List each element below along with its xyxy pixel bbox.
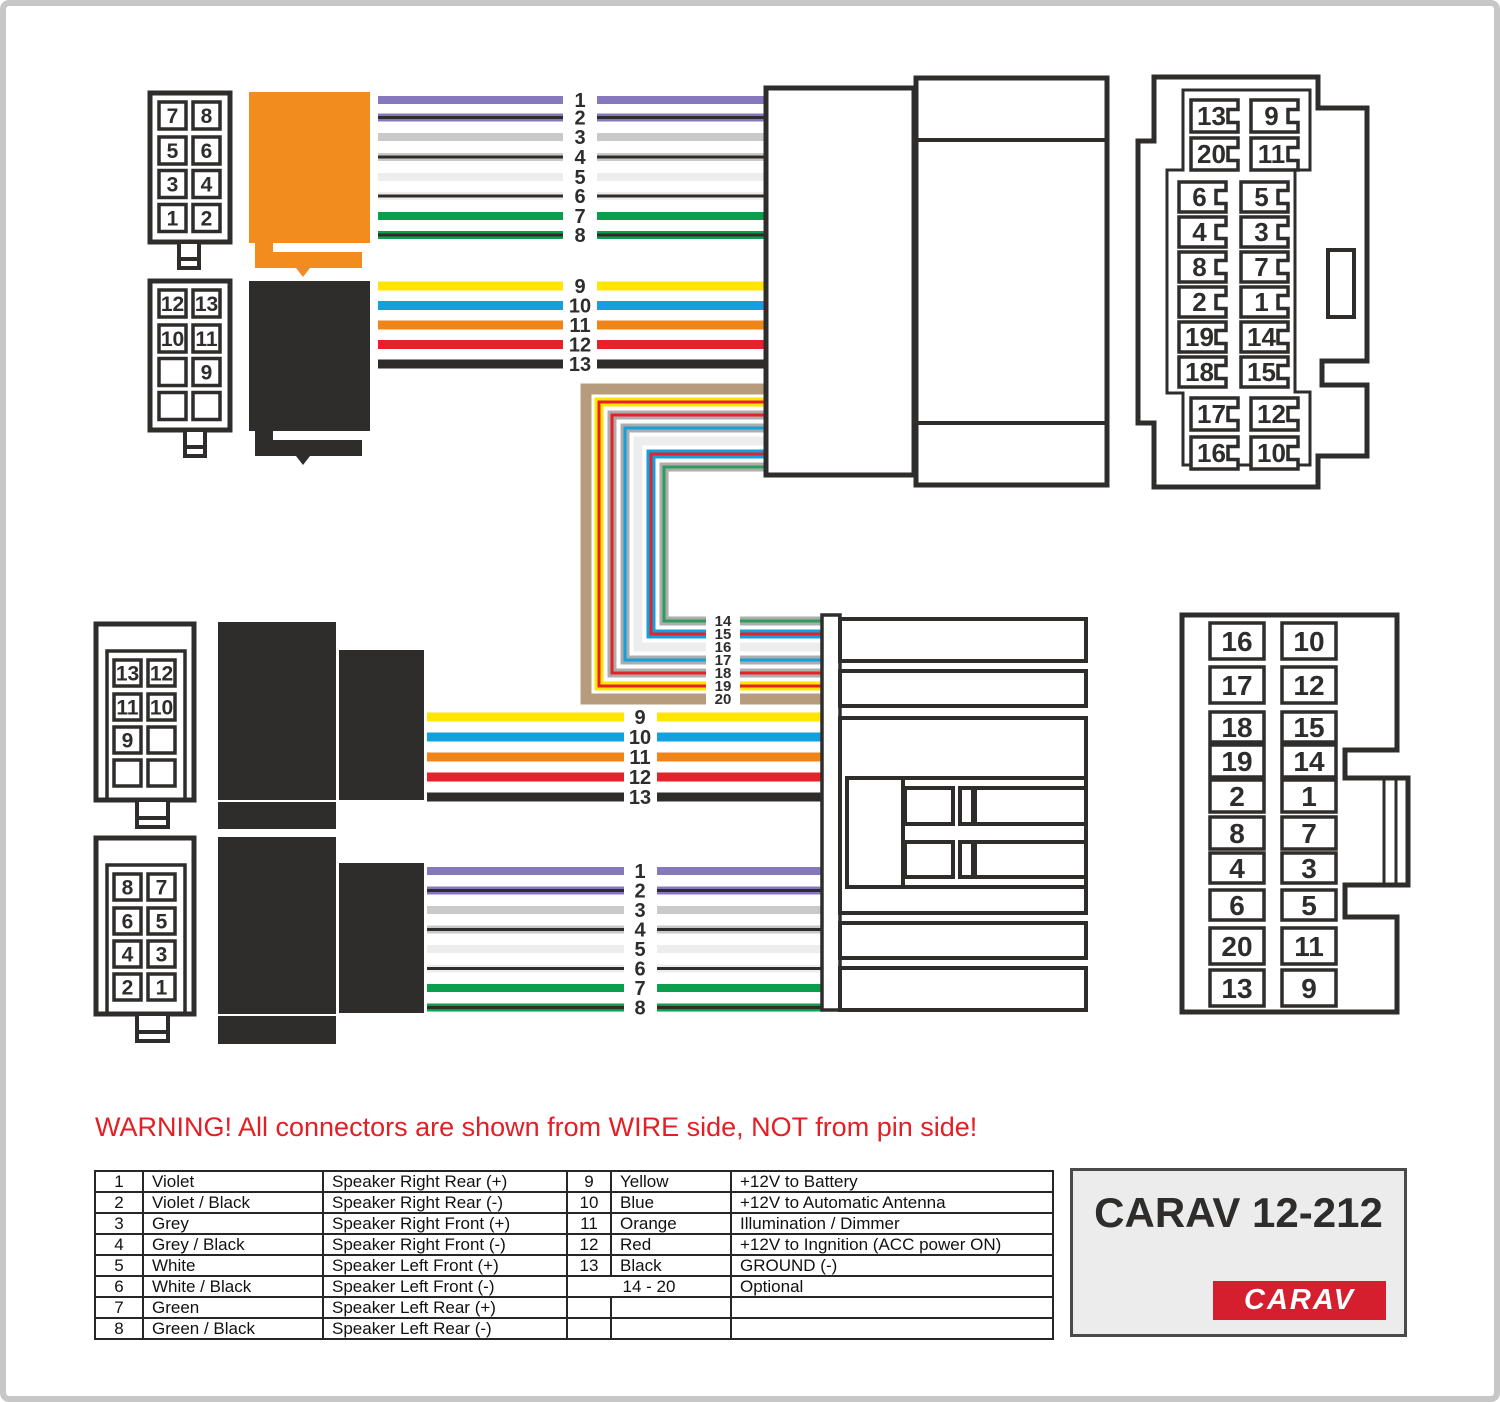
wire-11 xyxy=(427,747,828,769)
wire-segment xyxy=(378,340,563,349)
pin-label: 10 xyxy=(160,328,185,351)
wire-segment xyxy=(427,733,624,742)
wire-stripe xyxy=(378,156,563,159)
wire-number: 5 xyxy=(574,167,586,189)
pin-label: 11 xyxy=(195,328,218,351)
wire-number: 1 xyxy=(634,861,646,883)
wire-segment xyxy=(638,441,770,647)
pin-label: 1 xyxy=(166,207,179,231)
wire-stripe xyxy=(597,195,770,198)
wire-info-cell: Yellow xyxy=(611,1171,731,1192)
pin-label: 10 xyxy=(1293,626,1325,657)
wire-number: 11 xyxy=(569,315,591,337)
table-row xyxy=(95,1255,1053,1276)
wire-segment xyxy=(378,133,563,141)
wire-info-cell: Illumination / Dimmer xyxy=(731,1213,1053,1234)
wire-7 xyxy=(427,978,828,1000)
wire-info-cell: Optional xyxy=(731,1276,1053,1297)
wire-segment xyxy=(597,133,770,141)
wire-info-cell: Speaker Left Rear (+) xyxy=(323,1297,567,1318)
wire-9 xyxy=(427,707,828,729)
wire-info-cell: Grey / Black xyxy=(143,1234,323,1255)
wire-number: 8 xyxy=(574,225,586,247)
wire-segment xyxy=(597,340,770,349)
wire-number: 9 xyxy=(574,276,586,298)
pin-label: 16 xyxy=(1221,626,1253,657)
wire-number: 4 xyxy=(634,919,646,942)
pin-label: 8 xyxy=(121,876,134,900)
pin-label: 13 xyxy=(115,662,140,686)
pin-label: 8 xyxy=(200,105,213,128)
wire-info-cell: Green xyxy=(143,1297,323,1318)
wire-6 xyxy=(378,186,770,208)
wire-number: 19 xyxy=(714,678,732,695)
table-row xyxy=(95,1318,1053,1339)
wires-top-power xyxy=(378,276,770,376)
wire-info-cell: Speaker Left Rear (-) xyxy=(323,1318,567,1339)
wire-number: 3 xyxy=(574,127,586,149)
pin-label: 7 xyxy=(155,876,168,900)
wire-segment xyxy=(597,301,770,310)
wire-stripe xyxy=(597,116,770,119)
wire-segment xyxy=(657,733,828,742)
wire-info-cell: White xyxy=(143,1255,323,1276)
wire-13 xyxy=(427,787,828,809)
pin-label: 13 xyxy=(1197,101,1226,131)
plug-black-block xyxy=(218,1016,336,1044)
wire-stripe xyxy=(378,195,563,198)
pin-label: 20 xyxy=(1221,931,1253,962)
wire-number: 15 xyxy=(714,626,732,643)
wire-segment xyxy=(378,212,563,220)
housing-slot xyxy=(840,968,1086,1010)
wire-stripe xyxy=(427,928,624,931)
wire-segment xyxy=(597,96,770,104)
plug-orange-tail xyxy=(255,242,362,277)
wire-info-cell: Red xyxy=(611,1234,731,1255)
pin-label: 10 xyxy=(1257,438,1286,468)
wire-14 xyxy=(664,467,828,630)
wire-info-cell: GROUND (-) xyxy=(731,1255,1053,1276)
pin-empty xyxy=(148,760,175,786)
wire-number-cell: 11 xyxy=(567,1213,611,1234)
wires-top-speaker xyxy=(378,90,770,247)
pin-label: 3 xyxy=(155,943,168,967)
wire-segment xyxy=(427,713,624,722)
wire-number: 20 xyxy=(714,691,732,708)
connector-oem-top xyxy=(1138,77,1367,487)
housing-slot xyxy=(840,619,1086,661)
wire-info-cell: White / Black xyxy=(143,1276,323,1297)
connector-tab xyxy=(185,430,205,456)
mechanism-slot xyxy=(960,842,973,877)
wire-segment xyxy=(657,753,828,762)
table-row xyxy=(95,1213,1053,1234)
housing-slot xyxy=(840,671,1086,706)
pin-label: 2 xyxy=(1192,287,1207,317)
pin-label: 12 xyxy=(149,662,174,686)
pin-label: 14 xyxy=(1293,746,1325,777)
wire-6 xyxy=(427,959,828,981)
wire-15 xyxy=(651,454,828,643)
pin-label: 3 xyxy=(1254,217,1269,247)
pin-label: 10 xyxy=(149,696,174,720)
wire-info-cell xyxy=(731,1297,1053,1318)
pin-label: 19 xyxy=(1221,746,1253,777)
wire-8 xyxy=(427,998,828,1020)
wire-info-cell: Blue xyxy=(611,1192,731,1213)
wire-segment xyxy=(651,454,770,634)
wire-segment xyxy=(427,984,624,992)
pin-label: 16 xyxy=(1197,438,1226,468)
pin-label: 12 xyxy=(1293,670,1325,701)
pin-label: 1 xyxy=(1301,781,1317,812)
pin-empty xyxy=(159,393,186,420)
connector-tab xyxy=(137,800,168,827)
wire-number: 6 xyxy=(634,958,646,981)
wire-stripe xyxy=(378,116,563,119)
housing-left xyxy=(766,88,914,475)
pin-label: 4 xyxy=(1192,217,1207,247)
plug-black-block xyxy=(218,802,336,829)
table-row xyxy=(95,1234,1053,1255)
product-panel xyxy=(1070,1168,1407,1337)
pin-label: 14 xyxy=(1247,322,1276,352)
pin-label: 6 xyxy=(200,140,213,163)
wire-segment xyxy=(597,321,770,330)
wire-segment xyxy=(657,793,828,802)
wire-number-cell: 7 xyxy=(95,1297,143,1318)
wire-stripe xyxy=(657,928,828,931)
wire-info-cell: Speaker Left Front (+) xyxy=(323,1255,567,1276)
wire-info-cell: +12V to Ingnition (ACC power ON) xyxy=(731,1234,1053,1255)
table-row xyxy=(95,1192,1053,1213)
pin-label: 13 xyxy=(1221,973,1253,1004)
warning-text: WARNING! All connectors are shown from WIRE side, NOT from pin side! xyxy=(95,1112,978,1142)
radio-housing-bottom xyxy=(822,615,1086,1010)
wire-number-cell: 8 xyxy=(95,1318,143,1339)
wire-number: 2 xyxy=(634,880,646,903)
wire-segment xyxy=(597,173,770,181)
wire-stripe xyxy=(651,454,770,634)
pin-label: 19 xyxy=(1185,322,1214,352)
pin-empty xyxy=(114,760,141,786)
wire-number: 9 xyxy=(634,707,646,729)
wire-segment xyxy=(657,984,828,992)
wire-number: 2 xyxy=(574,107,586,130)
wire-stripe xyxy=(657,1006,828,1009)
wire-number: 1 xyxy=(574,90,586,112)
pin-label: 3 xyxy=(166,173,179,197)
wire-segment xyxy=(657,945,828,953)
pin-label: 7 xyxy=(1301,818,1317,849)
wire-number: 8 xyxy=(634,997,646,1020)
wire-segment xyxy=(378,173,563,181)
connector-iso-top-a xyxy=(150,93,230,268)
wire-segment xyxy=(657,867,828,875)
pin-label: 5 xyxy=(166,140,179,163)
wire-info-cell: +12V to Automatic Antenna xyxy=(731,1192,1053,1213)
pin-label: 8 xyxy=(1192,252,1207,282)
pin-label: 1 xyxy=(155,976,168,1000)
pin-label: 4 xyxy=(200,173,213,197)
connector-iso-bottom-b xyxy=(96,838,194,1041)
wire-info-cell: Speaker Left Front (-) xyxy=(323,1276,567,1297)
wire-4 xyxy=(427,920,828,942)
connector-latch xyxy=(1328,250,1354,317)
wire-number: 10 xyxy=(568,295,592,318)
wire-stripe xyxy=(597,234,770,237)
wire-info-cell: Orange xyxy=(611,1213,731,1234)
table-row xyxy=(95,1297,1053,1318)
wire-segment xyxy=(378,96,563,104)
wire-segment xyxy=(427,773,624,782)
pin-label: 6 xyxy=(1192,182,1207,212)
pin-label: 7 xyxy=(166,105,179,128)
wire-number: 16 xyxy=(714,639,732,656)
housing-rail xyxy=(822,615,840,1010)
wire-number: 12 xyxy=(568,334,592,357)
plug-orange-body xyxy=(249,92,370,243)
wire-info-cell: Green / Black xyxy=(143,1318,323,1339)
pin-label: 6 xyxy=(1229,890,1245,921)
wire-segment xyxy=(378,301,563,310)
pin-label: 9 xyxy=(121,729,134,753)
wire-number-cell: 12 xyxy=(567,1234,611,1255)
wire-number: 14 xyxy=(714,613,732,630)
plug-black-block xyxy=(339,863,424,1013)
wire-info-cell: Speaker Right Front (-) xyxy=(323,1234,567,1255)
wire-number: 13 xyxy=(568,354,592,376)
wire-info-cell: Speaker Right Rear (-) xyxy=(323,1192,567,1213)
wire-stripe xyxy=(427,889,624,892)
wire-segment xyxy=(378,360,563,369)
wire-segment xyxy=(378,321,563,330)
plug-black-tail xyxy=(255,430,362,465)
wire-number-cell: 6 xyxy=(95,1276,143,1297)
wire-stripe xyxy=(597,156,770,159)
pin-empty xyxy=(148,727,175,753)
pin-label: 11 xyxy=(1257,139,1286,169)
wire-number-cell: 5 xyxy=(95,1255,143,1276)
pin-label: 9 xyxy=(1264,101,1279,131)
pin-label: 11 xyxy=(1294,931,1324,962)
pin-empty xyxy=(193,393,220,420)
carav-logo: CARAV xyxy=(1213,1281,1386,1320)
wire-segment xyxy=(427,867,624,875)
pin-label: 12 xyxy=(1257,399,1286,429)
pin-label: 1 xyxy=(1254,287,1269,317)
wire-number-cell: 14 - 20 xyxy=(567,1276,731,1297)
plug-black-block xyxy=(339,650,424,800)
wire-segment xyxy=(378,282,563,291)
pin-label: 13 xyxy=(194,293,219,316)
wire-segment xyxy=(597,282,770,291)
wire-2 xyxy=(427,881,828,903)
wire-12 xyxy=(427,767,828,789)
wire-info-cell: Grey xyxy=(143,1213,323,1234)
wire-number-cell: 4 xyxy=(95,1234,143,1255)
pin-label: 4 xyxy=(121,943,134,967)
pin-label: 9 xyxy=(200,361,213,385)
wire-number-cell: 3 xyxy=(95,1213,143,1234)
pin-label: 20 xyxy=(1197,139,1226,169)
wire-info-cell xyxy=(611,1297,731,1318)
wire-stripe xyxy=(657,889,828,892)
wire-info-cell xyxy=(731,1318,1053,1339)
pin-label: 4 xyxy=(1229,853,1245,884)
mechanism-slot xyxy=(905,788,953,824)
wire-8 xyxy=(378,225,770,247)
wire-stripe xyxy=(657,967,828,970)
wire-number: 6 xyxy=(574,186,586,208)
wire-info-cell: Violet xyxy=(143,1171,323,1192)
mechanism-box xyxy=(847,778,903,887)
wire-stripe xyxy=(427,967,624,970)
housing-slot xyxy=(840,923,1086,958)
pin-label: 7 xyxy=(1254,252,1269,282)
pin-label: 17 xyxy=(1221,670,1253,701)
wire-info-cell: Speaker Right Rear (+) xyxy=(323,1171,567,1192)
pin-empty xyxy=(159,359,186,386)
wire-number: 13 xyxy=(628,787,652,809)
wire-segment xyxy=(427,906,624,914)
wire-number-cell xyxy=(567,1297,611,1318)
wire-stripe xyxy=(427,1006,624,1009)
wire-segment xyxy=(664,467,770,621)
wire-segment xyxy=(427,753,624,762)
wire-info-cell: +12V to Battery xyxy=(731,1171,1053,1192)
wire-number-cell: 2 xyxy=(95,1192,143,1213)
plug-black-block xyxy=(218,837,336,1014)
radio-housing-top xyxy=(766,78,1107,485)
wire-number: 7 xyxy=(634,978,646,1000)
pin-label: 2 xyxy=(1229,781,1245,812)
wire-segment xyxy=(597,360,770,369)
mechanism-slot xyxy=(975,842,1086,877)
wire-number-cell: 9 xyxy=(567,1171,611,1192)
wire-number: 5 xyxy=(634,939,646,961)
pin-label: 6 xyxy=(121,910,134,934)
pin-label: 5 xyxy=(155,910,168,934)
pin-label: 15 xyxy=(1293,712,1325,743)
wire-info-cell: Violet / Black xyxy=(143,1192,323,1213)
wire-segment xyxy=(597,212,770,220)
wire-segment xyxy=(657,906,828,914)
wire-3 xyxy=(378,127,770,149)
wire-5 xyxy=(427,939,828,961)
pin-label: 11 xyxy=(116,696,139,720)
wire-number: 11 xyxy=(629,747,651,769)
mechanism-slot xyxy=(975,788,1086,824)
pin-label: 2 xyxy=(121,976,134,1000)
wire-segment xyxy=(427,945,624,953)
plug-black-body xyxy=(249,281,370,431)
wire-10 xyxy=(427,727,828,749)
connector-tab xyxy=(137,1014,168,1041)
wire-number: 3 xyxy=(634,900,646,922)
wire-number-cell: 10 xyxy=(567,1192,611,1213)
connector-oem-bottom xyxy=(1182,615,1408,1012)
wire-info-cell xyxy=(611,1318,731,1339)
mechanism-slot xyxy=(960,788,973,824)
wire-number-cell: 1 xyxy=(95,1171,143,1192)
wire-stripe xyxy=(664,467,770,621)
table-row xyxy=(95,1171,1053,1192)
wire-info-cell: Speaker Right Front (+) xyxy=(323,1213,567,1234)
wire-number-cell xyxy=(567,1318,611,1339)
pin-label: 3 xyxy=(1301,853,1317,884)
pin-label: 12 xyxy=(160,293,185,316)
wire-segment xyxy=(427,793,624,802)
wire-number: 18 xyxy=(714,665,732,682)
wire-13 xyxy=(378,354,770,376)
pin-label: 15 xyxy=(1247,357,1276,387)
wires-bottom-power xyxy=(427,707,828,809)
wire-4 xyxy=(378,147,770,169)
wires-bottom-speaker xyxy=(427,861,828,1020)
wire-number: 7 xyxy=(574,206,586,228)
pin-label: 17 xyxy=(1197,399,1226,429)
pinout-table xyxy=(94,1170,1054,1340)
pin-label: 2 xyxy=(200,207,213,231)
pin-label: 18 xyxy=(1185,357,1214,387)
wire-info-cell: Black xyxy=(611,1255,731,1276)
plug-black-block xyxy=(218,622,336,800)
wire-number: 10 xyxy=(628,727,652,749)
connector-iso-top-b xyxy=(150,281,230,456)
table-row xyxy=(95,1276,1053,1297)
wire-1 xyxy=(427,861,828,883)
product-model: CARAV 12-212 xyxy=(1094,1189,1383,1236)
pin-label: 9 xyxy=(1301,973,1317,1004)
wire-3 xyxy=(427,900,828,922)
wire-number: 17 xyxy=(714,652,732,669)
connector-iso-bottom-a xyxy=(96,624,194,827)
wire-number-cell: 13 xyxy=(567,1255,611,1276)
wire-number: 4 xyxy=(574,147,586,169)
wire-segment xyxy=(657,773,828,782)
pin-label: 5 xyxy=(1254,182,1269,212)
wire-segment xyxy=(657,713,828,722)
pin-label: 8 xyxy=(1229,818,1245,849)
connector-tab xyxy=(179,242,199,268)
mechanism-slot xyxy=(905,842,953,877)
wire-stripe xyxy=(378,234,563,237)
wire-number: 12 xyxy=(628,767,652,789)
pin-label: 18 xyxy=(1221,712,1253,743)
pin-label: 5 xyxy=(1301,890,1317,921)
